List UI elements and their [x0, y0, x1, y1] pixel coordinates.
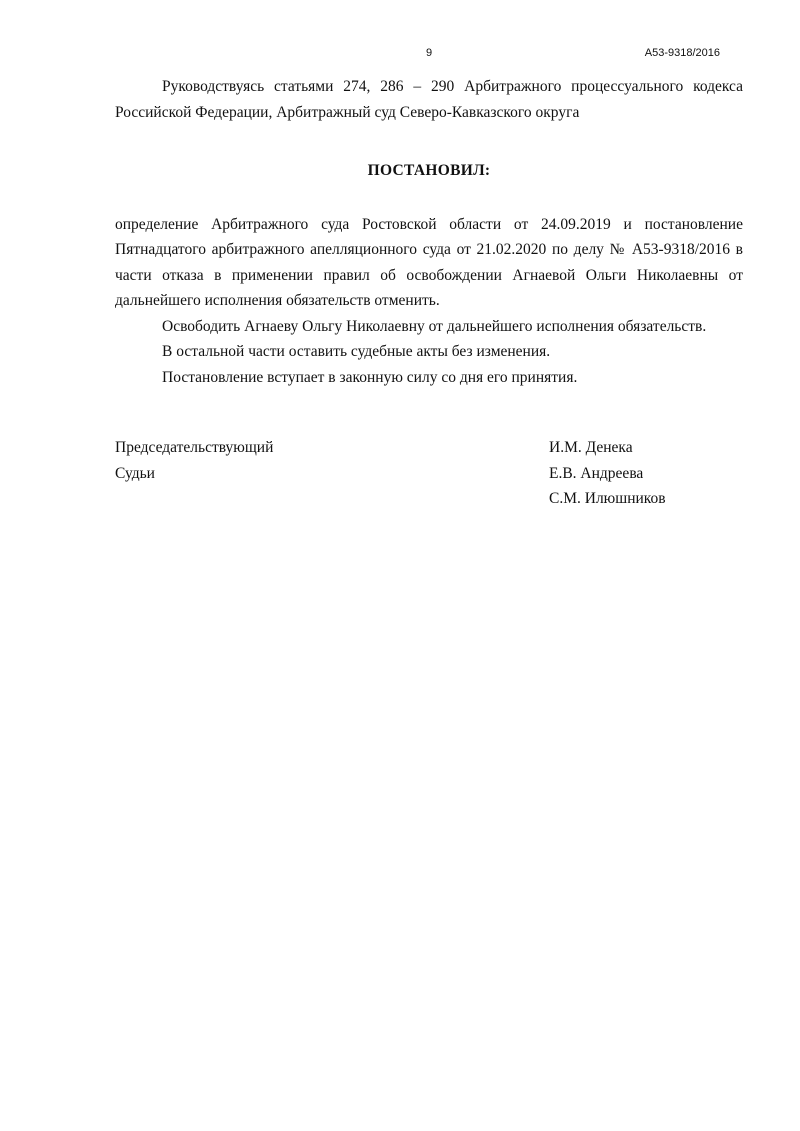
signature-row-presiding — [115, 435, 743, 461]
presiding-label: Председательствующий — [115, 439, 274, 456]
signature-block — [115, 435, 743, 512]
document-body — [115, 74, 743, 390]
judges-label: Судьи — [115, 464, 155, 482]
resolution-paragraph-4: Постановление вступает в законную силу со дня его принятия. — [162, 368, 578, 386]
intro-paragraph: Руководствуясь статьями 274, 286 – 290 Арбитражного процессуального кодекса Российской Федерации, Арбитражный суд Северо-Кавказского округа — [115, 78, 743, 121]
resolution-paragraph-2: Освободить Агнаеву Ольгу Николаевну от дальнейшего исполнения обязательств. — [162, 317, 707, 335]
case-number: А53-9318/2016 — [644, 47, 720, 59]
signature-row-judge-1 — [115, 461, 743, 487]
judge-name: С.М. Илюшников — [549, 490, 666, 507]
resolution-paragraph-3: В остальной части оставить судебные акты без изменения. — [162, 343, 551, 360]
page-number: 9 — [425, 47, 433, 59]
presiding-name: И.М. Денека — [549, 439, 633, 456]
resolution-heading: ПОСТАНОВИЛ: — [367, 162, 491, 179]
resolution-paragraph-1: определение Арбитражного суда Ростовской области от 24.09.2019 и постановление Пятнадцатого арбитражного апелляционного суда от 21.02.2020 по делу № А53-9318/2016 в части отказа в применении правил об освобождении Агнаевой Ольги Николаевны от дальнейшего исполнения обязательств отменить. — [115, 215, 743, 309]
signature-row-judge-2 — [115, 486, 743, 512]
judge-name: Е.В. Андреева — [549, 464, 644, 482]
